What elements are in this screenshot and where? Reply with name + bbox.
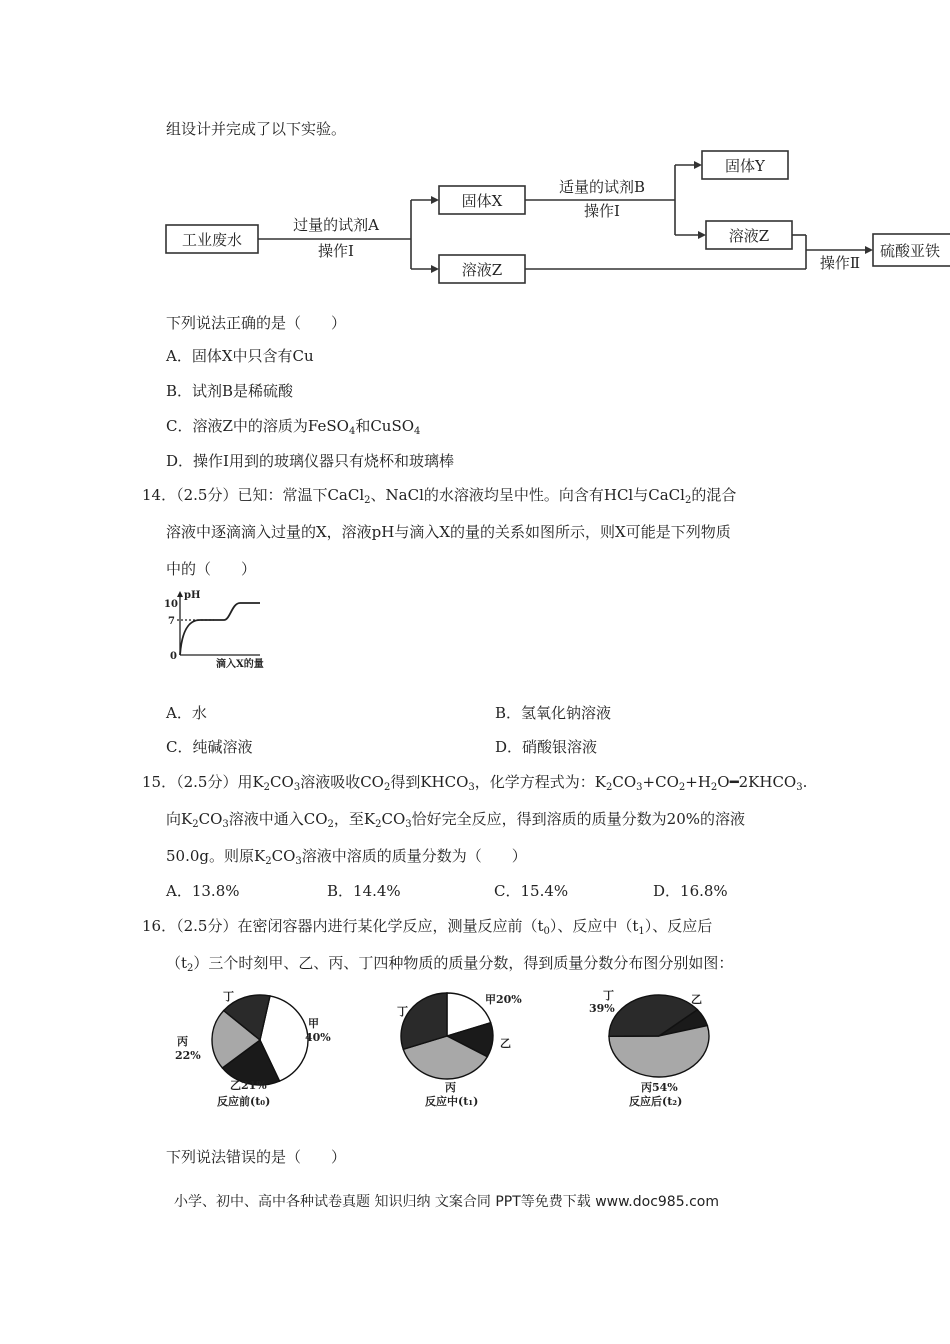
label-waste: 工业废水 xyxy=(181,231,243,249)
q14-option-a: A．水 xyxy=(166,704,207,722)
ph-curve xyxy=(180,603,260,655)
q13-stem: 下列说法正确的是（ ） xyxy=(166,314,347,332)
ph-graph xyxy=(160,588,280,672)
graph-tick-0: 0 xyxy=(170,651,177,662)
q14-line3: 中的（ ） xyxy=(166,560,257,578)
label-reagent-b: 适量的试剂B xyxy=(558,178,646,196)
q15-line3: 50.0g。则原$K_2CO_3$溶液中溶质的质量分数为（ ） xyxy=(166,847,527,867)
flow-diagram xyxy=(0,145,950,285)
q15-option-d: D．16.8% xyxy=(653,882,728,900)
q15-line1: 15．（2.5分）用$K_2CO_3$溶液吸收$CO_2$得到$KHCO_3$，化学方程式为：$K_2CO_3+CO_2+H_2O━2KHCO_3$. xyxy=(142,773,808,793)
pie0-caption: 反应前(t₀) xyxy=(217,1095,271,1108)
label-op1a: 操作Ⅰ xyxy=(318,242,354,260)
graph-tick-7: 7 xyxy=(168,616,175,627)
pie-chart-t0 xyxy=(165,983,355,1118)
footer-text: 小学、初中、高中各种试卷真题 知识归纳 文案合同 PPT等免费下载 www.doc985.com xyxy=(174,1194,719,1210)
pie1-label-ding: 丁 xyxy=(397,1005,408,1018)
pie2-label-ding: 丁 xyxy=(603,989,614,1002)
pie0-pct-bing: 22% xyxy=(175,1049,201,1062)
pie1-label-yi: 乙 xyxy=(500,1037,511,1050)
q15-option-b: B．14.4% xyxy=(327,882,401,900)
label-sol-z2: 溶液Z xyxy=(728,227,770,245)
label-op1b: 操作Ⅰ xyxy=(584,202,620,220)
q15-option-a: A．13.8% xyxy=(166,882,240,900)
label-reagent-a: 过量的试剂A xyxy=(293,216,379,234)
pie1-label-jia: 甲20% xyxy=(485,993,522,1006)
graph-tick-10: 10 xyxy=(164,599,178,610)
q14-option-b: B．氢氧化钠溶液 xyxy=(495,704,612,722)
label-product: 硫酸亚铁 xyxy=(880,242,941,260)
label-solid-y: 固体Y xyxy=(725,157,765,175)
pie0-label-yi: 乙21% xyxy=(230,1079,267,1092)
pie-chart-t2 xyxy=(585,983,745,1118)
pie0-label-jia: 甲 xyxy=(308,1017,319,1030)
pie2-pct-ding: 39% xyxy=(589,1002,615,1015)
q16-stem: 下列说法错误的是（ ） xyxy=(166,1148,347,1166)
q16-line1: 16．（2.5分）在密闭容器内进行某化学反应，测量反应前$(t_0)$、反应中$(t_1)$、反应后 xyxy=(142,917,713,937)
pie0-label-bing: 丙 xyxy=(177,1035,188,1048)
label-solid-x: 固体X xyxy=(461,192,503,210)
q13-option-d: D．操作I用到的玻璃仪器只有烧杯和玻璃棒 xyxy=(166,452,454,470)
pie0-label-ding: 丁 xyxy=(223,990,234,1003)
q13-option-b: B．试剂B是稀硫酸 xyxy=(166,382,294,400)
pie0-pct-jia: 40% xyxy=(305,1031,331,1044)
q15-line2: 向$K_2CO_3$溶液中通入$CO_2$，至$K_2CO_3$恰好完全反应，得到溶质的质量分数为20%的溶液 xyxy=(166,810,745,830)
pie1-label-bing: 丙 xyxy=(445,1081,456,1094)
q14-line1: 14．（2.5分）已知：常温下CaCl$_2$、NaCl的水溶液均呈中性。向含有HCl与CaCl$_2$的混合 xyxy=(142,486,737,506)
pie2-label-bing: 丙54% xyxy=(641,1081,678,1094)
label-sol-z1: 溶液Z xyxy=(461,261,503,279)
pie2-label-yi: 乙 xyxy=(691,993,702,1006)
pie-chart-t1 xyxy=(385,983,545,1118)
graph-xlabel: 滴入X的量 xyxy=(216,659,264,670)
pie2-caption: 反应后(t₂) xyxy=(629,1095,683,1108)
q16-line2: $(t_2)$三个时刻甲、乙、丙、丁四种物质的质量分数，得到质量分数分布图分别如图： xyxy=(166,954,734,974)
q14-line2: 溶液中逐滴滴入过量的X，溶液pH与滴入X的量的关系如图所示，则X可能是下列物质 xyxy=(166,523,731,541)
q14-option-c: C．纯碱溶液 xyxy=(166,738,253,756)
intro-text: 组设计并完成了以下实验。 xyxy=(166,120,347,138)
graph-ylabel: pH xyxy=(184,590,201,601)
pie1-caption: 反应中(t₁) xyxy=(425,1095,479,1108)
label-op2: 操作Ⅱ xyxy=(819,254,861,272)
q15-option-c: C．15.4% xyxy=(494,882,569,900)
q14-option-d: D．硝酸银溶液 xyxy=(495,738,598,756)
q13-option-c: C．溶液Z中的溶质为FeSO$_4$和CuSO$_4$ xyxy=(166,417,421,437)
q13-option-a: A．固体X中只含有Cu xyxy=(166,347,314,365)
